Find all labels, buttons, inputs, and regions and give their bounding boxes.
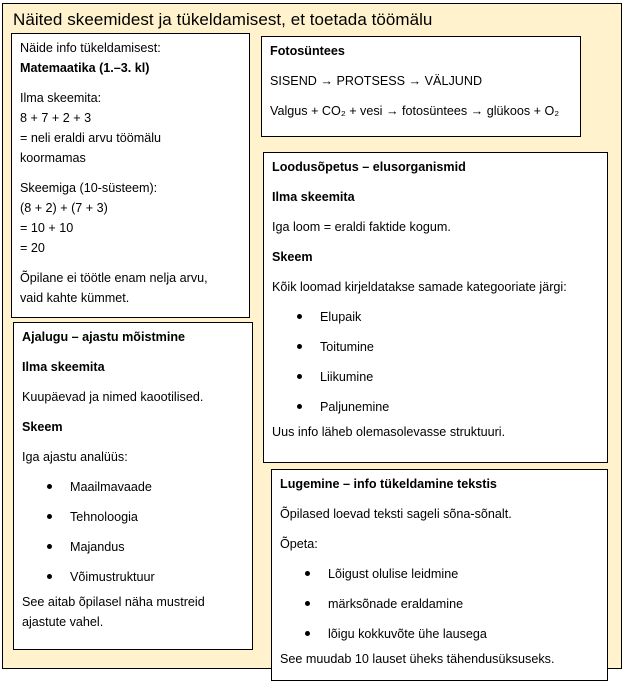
math-without-line: 8 + 7 + 2 + 3 [20,111,92,125]
math-heading: Matemaatika (1.–3. kl) [20,61,150,75]
bullet-icon [297,404,302,409]
math-with-line: = 10 + 10 [20,221,74,235]
nature-without-text: Iga loom = eraldi faktide kogum. [272,220,451,234]
nature-scheme-heading: Skeem [272,250,313,264]
math-conclusion: Õpilane ei töötle enam nelja arvu, [20,271,208,285]
math-conclusion: vaid kahte kümmet. [20,291,130,305]
reading-conclusion: See muudab 10 lauset üheks tähendusüksuseks. [280,652,555,666]
list-item: Toitumine [272,332,599,362]
nature-without-heading: Ilma skeemita [272,190,355,204]
history-conclusion: ajastute vahel. [22,615,104,629]
list-item: Võimustruktuur [22,562,244,592]
bullet-icon [47,484,52,489]
nature-category-list [272,302,599,422]
bullet-icon [47,574,52,579]
history-scheme-heading: Skeem [22,420,63,434]
photosynthesis-flow: SISEND → PROTSESS → VÄLJUND [270,74,483,88]
history-conclusion: See aitab õpilasel näha mustreid [22,595,205,609]
bullet-icon [47,544,52,549]
reading-box [271,469,608,681]
list-item: Majandus [22,532,244,562]
history-without-text: Kuupäevad ja nimed kaootilised. [22,390,204,404]
math-example-box [11,33,250,318]
list-item: Tehnoloogia [22,502,244,532]
list-item: Maailmavaade [22,472,244,502]
reading-problem: Õpilased loevad teksti sageli sõna-sõnalt. [280,507,512,521]
math-with-label: Skeemiga (10-süsteem): [20,181,158,195]
list-item: Liikumine [272,362,599,392]
history-heading: Ajalugu – ajastu mõistmine [22,330,186,344]
list-item: Lõigust olulise leidmine [280,559,599,589]
math-intro: Näide info tükeldamisest: [20,41,161,55]
bullet-icon [305,571,310,576]
bullet-icon [47,514,52,519]
bullet-icon [305,601,310,606]
photosynthesis-heading: Fotosüntees [270,44,345,58]
math-with-line: = 20 [20,241,45,255]
list-item: lõigu kokkuvõte ühe lausega [280,619,599,649]
nature-science-box [263,152,608,463]
math-without-label: Ilma skeemita: [20,91,102,105]
nature-conclusion: Uus info läheb olemasolevasse struktuuri. [272,425,506,439]
list-item: märksõnade eraldamine [280,589,599,619]
reading-heading: Lugemine – info tükeldamine tekstis [280,477,497,491]
reading-skill-list [280,559,599,649]
history-aspect-list [22,472,244,592]
bullet-icon [305,631,310,636]
history-scheme-text: Iga ajastu analüüs: [22,450,128,464]
bullet-icon [297,374,302,379]
bullet-icon [297,344,302,349]
math-without-line: = neli eraldi arvu töömälu [20,131,162,145]
math-with-line: (8 + 2) + (7 + 3) [20,201,108,215]
bullet-icon [297,314,302,319]
photosynthesis-equation: Valgus + CO₂ + vesi → fotosüntees → glükoos + O₂ [270,104,560,118]
nature-scheme-text: Kõik loomad kirjeldatakse samade kategooriate järgi: [272,280,567,294]
history-without-heading: Ilma skeemita [22,360,105,374]
reading-teach-label: Õpeta: [280,537,318,551]
math-without-line: koormamas [20,151,86,165]
page-title: Näited skeemidest ja tükeldamisest, et toetada töömälu [13,10,433,29]
list-item: Elupaik [272,302,599,332]
photosynthesis-box [261,36,581,137]
list-item: Paljunemine [272,392,599,422]
nature-heading: Loodusõpetus – elusorganismid [272,160,466,174]
history-box [13,322,253,650]
